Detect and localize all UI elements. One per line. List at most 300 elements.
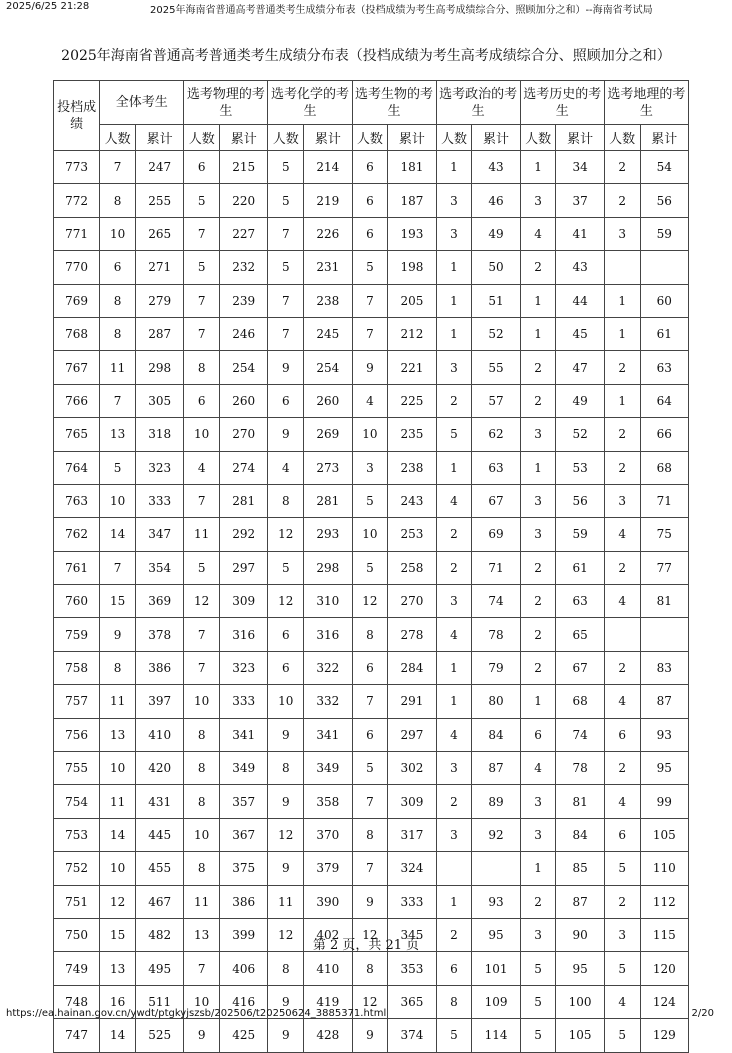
cumulative-cell: 309 [388, 785, 436, 818]
cumulative-cell: 81 [556, 785, 604, 818]
score-cell: 770 [54, 251, 100, 284]
score-cell: 760 [54, 585, 100, 618]
count-cell: 7 [352, 284, 388, 317]
cumulative-cell: 378 [135, 618, 183, 651]
print-footer [0, 1006, 732, 1024]
count-cell: 11 [100, 785, 136, 818]
cumulative-cell: 428 [304, 1019, 352, 1052]
cumulative-cell: 60 [640, 284, 688, 317]
count-cell: 4 [520, 217, 556, 250]
cumulative-cell: 386 [220, 885, 268, 918]
count-cell: 4 [604, 785, 640, 818]
count-header: 人数 [184, 125, 220, 151]
count-cell: 3 [604, 918, 640, 951]
count-cell: 7 [184, 618, 220, 651]
score-cell: 764 [54, 451, 100, 484]
cumulative-cell: 367 [220, 818, 268, 851]
count-cell: 8 [100, 284, 136, 317]
count-cell: 2 [604, 651, 640, 684]
count-cell: 3 [436, 585, 472, 618]
count-cell: 6 [100, 251, 136, 284]
count-cell: 5 [520, 1019, 556, 1052]
count-cell: 2 [604, 151, 640, 184]
score-cell: 766 [54, 384, 100, 417]
cumulative-cell: 279 [135, 284, 183, 317]
cumulative-cell: 59 [556, 518, 604, 551]
count-cell: 14 [100, 818, 136, 851]
count-cell: 9 [268, 852, 304, 885]
count-cell: 5 [520, 985, 556, 1018]
cumulative-cell: 467 [135, 885, 183, 918]
count-cell: 10 [100, 217, 136, 250]
print-page-number: 2/20 [691, 1008, 714, 1019]
count-cell: 5 [100, 451, 136, 484]
count-cell: 3 [520, 785, 556, 818]
cumulative-cell: 525 [135, 1019, 183, 1052]
score-cell: 753 [54, 818, 100, 851]
cumulative-cell: 271 [135, 251, 183, 284]
count-header: 人数 [604, 125, 640, 151]
table-row [54, 752, 689, 785]
cumulative-cell: 482 [135, 918, 183, 951]
count-cell: 2 [604, 885, 640, 918]
count-cell: 2 [604, 351, 640, 384]
count-cell: 1 [436, 885, 472, 918]
count-header: 人数 [520, 125, 556, 151]
cumulative-cell: 270 [388, 585, 436, 618]
cumulative-cell: 309 [220, 585, 268, 618]
cumulative-cell: 235 [388, 418, 436, 451]
cumulative-cell: 410 [304, 952, 352, 985]
count-cell: 7 [184, 484, 220, 517]
cumulative-cell: 37 [556, 184, 604, 217]
cumulative-cell: 215 [220, 151, 268, 184]
count-cell [604, 251, 640, 284]
count-cell: 2 [604, 418, 640, 451]
cumulative-cell: 292 [220, 518, 268, 551]
count-cell: 7 [100, 384, 136, 417]
count-cell: 4 [604, 518, 640, 551]
score-cell: 769 [54, 284, 100, 317]
cumulative-cell: 270 [220, 418, 268, 451]
table-row [54, 818, 689, 851]
count-cell: 1 [520, 685, 556, 718]
score-column-header: 投档成绩 [54, 81, 100, 151]
count-cell: 13 [100, 952, 136, 985]
count-cell: 1 [436, 685, 472, 718]
cumulative-cell: 85 [556, 852, 604, 885]
count-cell: 4 [268, 451, 304, 484]
score-cell: 771 [54, 217, 100, 250]
cumulative-cell: 112 [640, 885, 688, 918]
count-cell: 8 [352, 952, 388, 985]
score-cell: 754 [54, 785, 100, 818]
count-cell: 12 [352, 985, 388, 1018]
table-row [54, 585, 689, 618]
cumulative-cell: 41 [556, 217, 604, 250]
count-cell: 2 [520, 551, 556, 584]
count-cell: 3 [436, 818, 472, 851]
count-cell: 7 [352, 685, 388, 718]
cumulative-cell: 53 [556, 451, 604, 484]
cumulative-cell: 420 [135, 752, 183, 785]
cumulative-cell: 374 [388, 1019, 436, 1052]
table-row [54, 685, 689, 718]
count-cell: 9 [268, 985, 304, 1018]
cumulative-header: 累计 [135, 125, 183, 151]
count-cell: 7 [184, 952, 220, 985]
cumulative-cell: 273 [304, 451, 352, 484]
score-cell: 748 [54, 985, 100, 1018]
cumulative-cell: 297 [220, 551, 268, 584]
cumulative-cell: 416 [220, 985, 268, 1018]
count-cell: 3 [436, 184, 472, 217]
cumulative-cell: 56 [556, 484, 604, 517]
count-cell: 6 [436, 952, 472, 985]
cumulative-cell: 226 [304, 217, 352, 250]
cumulative-cell [640, 251, 688, 284]
count-cell: 10 [184, 685, 220, 718]
score-cell: 757 [54, 685, 100, 718]
cumulative-cell: 410 [135, 718, 183, 751]
count-cell: 1 [520, 451, 556, 484]
table-row [54, 384, 689, 417]
count-cell: 3 [520, 518, 556, 551]
count-cell: 6 [520, 718, 556, 751]
cumulative-cell: 129 [640, 1019, 688, 1052]
count-cell: 1 [436, 151, 472, 184]
score-cell: 767 [54, 351, 100, 384]
cumulative-cell: 305 [135, 384, 183, 417]
cumulative-cell: 95 [640, 752, 688, 785]
cumulative-cell: 77 [640, 551, 688, 584]
table-row [54, 952, 689, 985]
count-cell: 3 [352, 451, 388, 484]
count-cell: 2 [604, 451, 640, 484]
score-cell: 750 [54, 918, 100, 951]
cumulative-cell: 105 [640, 818, 688, 851]
cumulative-cell: 59 [640, 217, 688, 250]
count-cell: 5 [604, 1019, 640, 1052]
count-cell: 4 [352, 384, 388, 417]
count-cell: 5 [352, 551, 388, 584]
cumulative-cell: 83 [640, 651, 688, 684]
cumulative-cell: 274 [220, 451, 268, 484]
cumulative-cell: 333 [220, 685, 268, 718]
count-cell: 1 [520, 151, 556, 184]
header-row-groups [54, 81, 689, 125]
cumulative-cell: 253 [388, 518, 436, 551]
count-cell: 4 [184, 451, 220, 484]
count-cell: 4 [520, 752, 556, 785]
count-cell: 1 [520, 317, 556, 350]
group-header: 选考地理的考生 [604, 81, 688, 125]
count-cell: 4 [604, 685, 640, 718]
count-cell: 2 [520, 885, 556, 918]
cumulative-cell: 75 [640, 518, 688, 551]
count-cell: 2 [520, 618, 556, 651]
count-cell: 9 [352, 885, 388, 918]
cumulative-cell: 78 [556, 752, 604, 785]
count-cell: 3 [520, 184, 556, 217]
cumulative-cell: 341 [220, 718, 268, 751]
count-cell: 2 [520, 585, 556, 618]
cumulative-cell: 254 [304, 351, 352, 384]
count-cell: 6 [268, 384, 304, 417]
cumulative-cell: 238 [388, 451, 436, 484]
score-cell: 763 [54, 484, 100, 517]
cumulative-cell: 323 [220, 651, 268, 684]
count-cell: 12 [352, 918, 388, 951]
count-cell: 1 [520, 284, 556, 317]
count-cell: 10 [352, 418, 388, 451]
count-cell: 5 [436, 1019, 472, 1052]
cumulative-cell: 455 [135, 852, 183, 885]
cumulative-cell: 187 [388, 184, 436, 217]
cumulative-cell: 239 [220, 284, 268, 317]
table-row [54, 151, 689, 184]
cumulative-cell: 219 [304, 184, 352, 217]
count-cell: 8 [100, 651, 136, 684]
count-cell: 1 [604, 317, 640, 350]
count-cell: 11 [100, 351, 136, 384]
cumulative-cell: 68 [556, 685, 604, 718]
cumulative-cell: 323 [135, 451, 183, 484]
cumulative-cell: 269 [304, 418, 352, 451]
count-cell: 7 [268, 317, 304, 350]
cumulative-cell: 225 [388, 384, 436, 417]
count-cell: 8 [268, 952, 304, 985]
count-cell: 10 [100, 852, 136, 885]
cumulative-cell: 100 [556, 985, 604, 1018]
count-cell [436, 852, 472, 885]
cumulative-cell: 298 [304, 551, 352, 584]
count-cell: 8 [268, 484, 304, 517]
cumulative-cell: 349 [304, 752, 352, 785]
count-cell: 14 [100, 1019, 136, 1052]
count-cell: 7 [100, 151, 136, 184]
count-cell: 1 [436, 284, 472, 317]
count-cell: 3 [520, 484, 556, 517]
cumulative-cell: 101 [472, 952, 520, 985]
count-cell: 12 [184, 585, 220, 618]
count-cell: 11 [184, 518, 220, 551]
count-cell: 10 [100, 752, 136, 785]
header-row-sub [54, 125, 689, 151]
count-cell: 7 [352, 852, 388, 885]
count-cell: 10 [100, 484, 136, 517]
cumulative-cell: 110 [640, 852, 688, 885]
cumulative-cell: 231 [304, 251, 352, 284]
cumulative-cell: 287 [135, 317, 183, 350]
count-cell: 9 [352, 351, 388, 384]
cumulative-cell: 193 [388, 217, 436, 250]
cumulative-cell: 115 [640, 918, 688, 951]
group-header: 选考化学的考生 [268, 81, 352, 125]
count-cell: 2 [520, 351, 556, 384]
count-cell: 15 [100, 918, 136, 951]
cumulative-cell: 265 [135, 217, 183, 250]
cumulative-header: 累计 [640, 125, 688, 151]
cumulative-cell: 260 [304, 384, 352, 417]
cumulative-cell: 243 [388, 484, 436, 517]
cumulative-cell: 425 [220, 1019, 268, 1052]
count-cell: 7 [184, 217, 220, 250]
cumulative-cell: 298 [135, 351, 183, 384]
score-cell: 773 [54, 151, 100, 184]
count-cell: 3 [436, 752, 472, 785]
table-row [54, 885, 689, 918]
table-row [54, 618, 689, 651]
count-cell: 13 [100, 718, 136, 751]
count-cell: 7 [352, 785, 388, 818]
count-cell: 5 [268, 184, 304, 217]
count-cell: 1 [604, 384, 640, 417]
group-header: 选考生物的考生 [352, 81, 436, 125]
count-cell: 8 [184, 752, 220, 785]
cumulative-cell: 65 [556, 618, 604, 651]
score-cell: 768 [54, 317, 100, 350]
table-row [54, 518, 689, 551]
cumulative-cell: 347 [135, 518, 183, 551]
count-cell: 10 [184, 818, 220, 851]
cumulative-cell: 66 [640, 418, 688, 451]
cumulative-cell: 61 [556, 551, 604, 584]
cumulative-cell: 322 [304, 651, 352, 684]
count-cell: 8 [268, 752, 304, 785]
count-cell: 4 [604, 985, 640, 1018]
cumulative-cell: 74 [472, 585, 520, 618]
table-row [54, 251, 689, 284]
count-cell: 15 [100, 585, 136, 618]
count-cell: 2 [436, 551, 472, 584]
group-header: 选考政治的考生 [436, 81, 520, 125]
count-header: 人数 [436, 125, 472, 151]
cumulative-cell: 232 [220, 251, 268, 284]
cumulative-cell: 316 [220, 618, 268, 651]
cumulative-cell: 63 [472, 451, 520, 484]
count-cell: 7 [100, 551, 136, 584]
count-cell: 12 [268, 518, 304, 551]
score-cell: 747 [54, 1019, 100, 1052]
cumulative-cell: 332 [304, 685, 352, 718]
table-row [54, 451, 689, 484]
cumulative-cell: 297 [388, 718, 436, 751]
count-header: 人数 [268, 125, 304, 151]
count-cell: 3 [520, 918, 556, 951]
count-cell: 8 [184, 351, 220, 384]
table-row [54, 351, 689, 384]
count-header: 人数 [352, 125, 388, 151]
cumulative-cell: 71 [640, 484, 688, 517]
cumulative-cell: 221 [388, 351, 436, 384]
table-row [54, 484, 689, 517]
cumulative-cell: 181 [388, 151, 436, 184]
cumulative-cell: 495 [135, 952, 183, 985]
cumulative-cell: 64 [640, 384, 688, 417]
cumulative-cell: 358 [304, 785, 352, 818]
count-cell: 6 [268, 651, 304, 684]
cumulative-cell: 318 [135, 418, 183, 451]
count-cell: 2 [520, 651, 556, 684]
group-header: 全体考生 [100, 81, 184, 125]
score-cell: 761 [54, 551, 100, 584]
cumulative-cell: 316 [304, 618, 352, 651]
cumulative-cell: 92 [472, 818, 520, 851]
count-cell: 10 [352, 518, 388, 551]
print-header [0, 0, 732, 16]
cumulative-cell: 341 [304, 718, 352, 751]
cumulative-cell: 317 [388, 818, 436, 851]
cumulative-cell: 87 [556, 885, 604, 918]
cumulative-cell: 365 [388, 985, 436, 1018]
count-cell: 2 [604, 551, 640, 584]
count-cell: 9 [268, 1019, 304, 1052]
cumulative-cell: 227 [220, 217, 268, 250]
cumulative-cell: 238 [304, 284, 352, 317]
count-cell: 8 [352, 618, 388, 651]
count-cell: 7 [268, 217, 304, 250]
count-cell: 13 [184, 918, 220, 951]
cumulative-cell: 67 [556, 651, 604, 684]
count-cell: 13 [100, 418, 136, 451]
count-cell: 2 [436, 384, 472, 417]
score-cell: 756 [54, 718, 100, 751]
cumulative-cell: 99 [640, 785, 688, 818]
count-header: 人数 [100, 125, 136, 151]
count-cell: 5 [184, 251, 220, 284]
count-cell: 3 [520, 418, 556, 451]
cumulative-cell: 124 [640, 985, 688, 1018]
cumulative-cell: 47 [556, 351, 604, 384]
count-cell: 8 [100, 184, 136, 217]
count-cell: 12 [268, 585, 304, 618]
count-cell: 8 [184, 852, 220, 885]
count-cell: 10 [184, 418, 220, 451]
table-body [54, 151, 689, 1053]
count-cell: 9 [352, 1019, 388, 1052]
cumulative-cell: 281 [304, 484, 352, 517]
count-cell: 1 [436, 251, 472, 284]
count-cell: 1 [520, 852, 556, 885]
count-cell: 2 [604, 752, 640, 785]
count-cell: 4 [436, 484, 472, 517]
cumulative-cell: 51 [472, 284, 520, 317]
score-cell: 752 [54, 852, 100, 885]
count-cell: 9 [268, 718, 304, 751]
count-cell: 9 [268, 418, 304, 451]
count-cell: 3 [604, 484, 640, 517]
cumulative-cell: 120 [640, 952, 688, 985]
count-cell [604, 618, 640, 651]
count-cell: 5 [268, 251, 304, 284]
table-row [54, 785, 689, 818]
count-cell: 5 [352, 484, 388, 517]
count-cell: 9 [184, 1019, 220, 1052]
count-cell: 8 [352, 818, 388, 851]
count-cell: 6 [604, 818, 640, 851]
cumulative-cell: 375 [220, 852, 268, 885]
cumulative-cell: 90 [556, 918, 604, 951]
count-cell: 2 [520, 384, 556, 417]
count-cell: 5 [436, 418, 472, 451]
cumulative-cell: 246 [220, 317, 268, 350]
cumulative-cell: 399 [220, 918, 268, 951]
table-row [54, 418, 689, 451]
count-cell: 1 [436, 451, 472, 484]
count-cell: 9 [268, 785, 304, 818]
cumulative-cell: 89 [472, 785, 520, 818]
